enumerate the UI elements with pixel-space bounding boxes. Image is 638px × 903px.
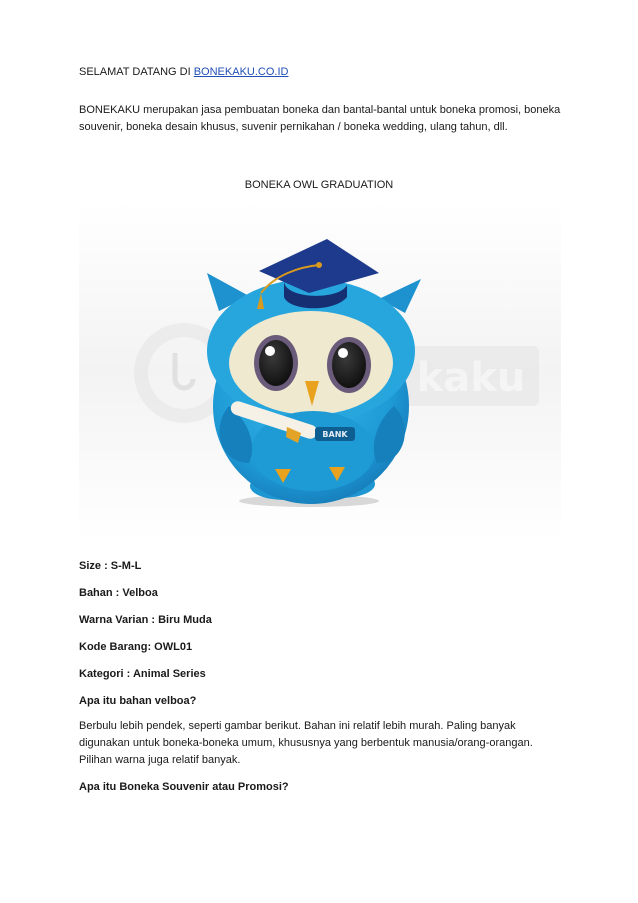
spec-color: Warna Varian : Biru Muda xyxy=(79,614,212,626)
website-link[interactable]: BONEKAKU.CO.ID xyxy=(193,66,289,78)
badge-text: BANK xyxy=(322,430,348,439)
spec-size: Size : S-M-L xyxy=(79,560,142,572)
product-title: BONEKA OWL GRADUATION xyxy=(244,179,394,191)
welcome-line xyxy=(79,64,559,81)
faq-answer-velboa: Berbulu lebih pendek, seperti gambar berikut. Bahan ini relatif lebih murah. Paling banyak digunakan untuk boneka-boneka umum, khususnya yang berbentuk manusia/orang-orangan. Pilihan warna juga relatif banyak. xyxy=(79,720,533,766)
intro-paragraph: BONEKAKU merupakan jasa pembuatan boneka dan bantal-bantal untuk boneka promosi, boneka souvenir, boneka desain khusus, suvenir pernikahan / boneka wedding, ulang tahun, dll. xyxy=(79,104,561,133)
faq-question-velboa: Apa itu bahan velboa? xyxy=(79,695,197,707)
spec-category: Kategori : Animal Series xyxy=(79,668,206,680)
welcome-text: SELAMAT DATANG DI xyxy=(79,66,194,78)
watermark-text: kaku xyxy=(416,355,526,401)
owl-plush-image xyxy=(79,201,561,541)
spec-material: Bahan : Velboa xyxy=(79,587,158,599)
faq-question-souvenir: Apa itu Boneka Souvenir atau Promosi? xyxy=(79,781,289,793)
spec-code: Kode Barang: OWL01 xyxy=(79,641,193,653)
product-photo xyxy=(79,201,561,541)
